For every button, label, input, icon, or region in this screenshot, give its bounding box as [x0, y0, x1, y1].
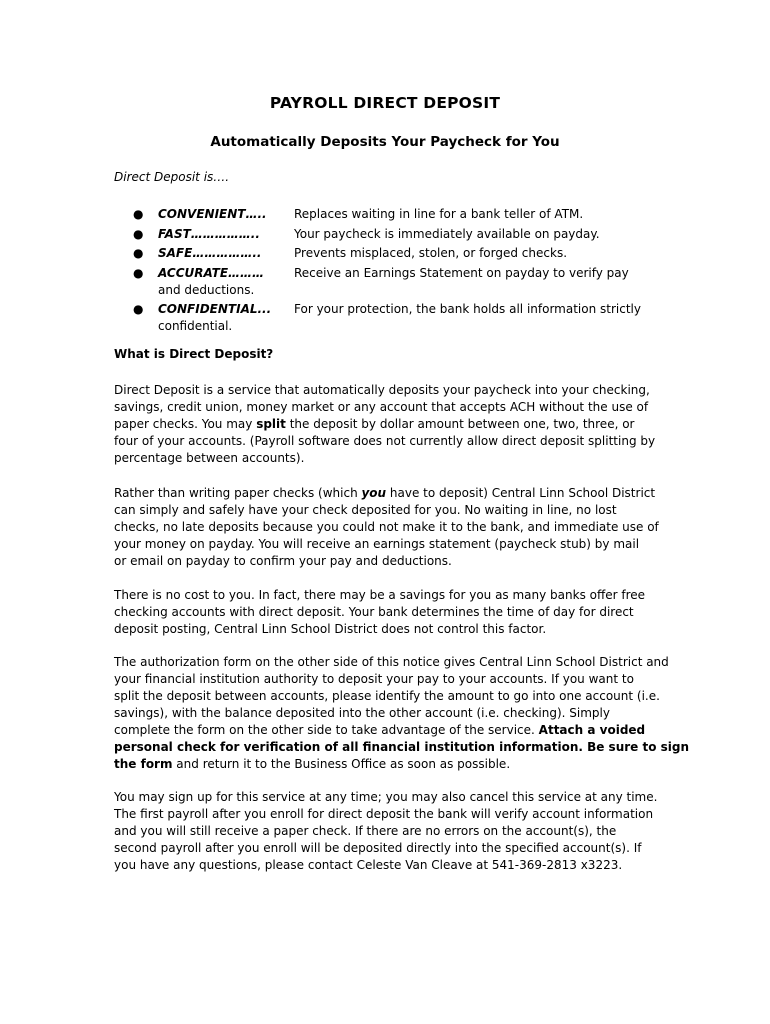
paragraph-line: The first payroll after you enroll for direct deposit the bank will verify account information [114, 807, 654, 821]
paragraph-line: There is no cost to you. In fact, there may be a savings for you as many banks offer free [114, 588, 646, 602]
page-subtitle: Automatically Deposits Your Paycheck for You [210, 134, 560, 150]
benefit-description: Replaces waiting in line for a bank teller of ATM. [294, 207, 584, 221]
benefit-description: Receive an Earnings Statement on payday to verify pay [294, 265, 629, 280]
list-item [114, 225, 654, 245]
paragraph-line: Direct Deposit is a service that automatically deposits your paycheck into your checking, [114, 383, 650, 397]
benefit-continuation: confidential. [158, 318, 233, 333]
benefit-term: CONVENIENT….. [158, 207, 267, 221]
benefit-description: For your protection, the bank holds all information strictly [294, 301, 641, 316]
bullet-icon: ● [133, 246, 144, 260]
paragraph-line: The authorization form on the other side of this notice gives Central Linn School District and [114, 655, 669, 669]
paragraph-line: or email on payday to confirm your pay and deductions. [114, 554, 452, 568]
intro-text: Direct Deposit is…. [114, 170, 230, 184]
text-run: complete the form on the other side to take advantage of the service. [114, 723, 539, 737]
text-run: paper checks. You may [114, 417, 257, 431]
paragraph-line: second payroll after you enroll will be deposited directly into the specified account(s). If [114, 841, 642, 855]
benefit-description: Your paycheck is immediately available on payday. [294, 226, 600, 241]
list-item [114, 300, 654, 336]
paragraph-line [114, 739, 690, 756]
benefits-list [114, 205, 654, 336]
bullet-icon: ● [133, 301, 144, 316]
paragraph-cost [114, 587, 659, 638]
paragraph-line: savings), with the balance deposited into the other account (i.e. checking). Simply [114, 706, 610, 720]
text-run: the deposit by dollar amount between one, two, three, or [285, 417, 635, 431]
bullet-icon: ● [133, 226, 144, 241]
emphasis-split: split [256, 417, 286, 431]
paragraph-line: savings, credit union, money market or any account that accepts ACH without the use of [114, 400, 649, 414]
paragraph-authorization [114, 654, 690, 773]
paragraph-benefits [114, 485, 659, 570]
text-run: and return it to the Business Office as soon as possible. [172, 757, 511, 771]
section-heading: What is Direct Deposit? [114, 347, 274, 361]
benefit-description: Prevents misplaced, stolen, or forged checks. [294, 246, 568, 260]
list-item [114, 244, 654, 264]
paragraph-line: four of your accounts. (Payroll software does not currently allow direct deposit splitting by [114, 434, 656, 448]
paragraph-line: percentage between accounts). [114, 451, 305, 465]
paragraph-line [114, 416, 659, 433]
emphasis-the-form: the form [114, 757, 173, 771]
bullet-icon: ● [133, 207, 144, 221]
paragraph-line [114, 756, 659, 773]
paragraph-line: checks, no late deposits because you could not make it to the bank, and immediate use of [114, 520, 659, 534]
paragraph-line: split the deposit between accounts, please identify the amount to go into one account (i.e. [114, 689, 660, 703]
benefit-continuation: and deductions. [158, 282, 255, 297]
paragraph-line [114, 485, 659, 502]
emphasis-verification: personal check for verification of all financial institution information. Be sure to sign [114, 740, 690, 754]
benefit-term: FAST…………….. [158, 226, 260, 241]
paragraph-line: You may sign up for this service at any time; you may also cancel this service at any time. [114, 790, 658, 804]
paragraph-line: your financial institution authority to deposit your pay to your accounts. If you want to [114, 672, 634, 686]
emphasis-you: you [361, 486, 387, 500]
paragraph-signup [114, 789, 659, 874]
benefit-term: SAFE…………….. [158, 246, 262, 260]
list-item [114, 205, 654, 225]
paragraph-line: your money on payday. You will receive an earnings statement (paycheck stub) by mail [114, 537, 640, 551]
paragraph-line: can simply and safely have your check deposited for you. No waiting in line, no lost [114, 503, 617, 517]
paragraph-line: checking accounts with direct deposit. Your bank determines the time of day for direct [114, 605, 634, 619]
text-run: Rather than writing paper checks (which [114, 486, 362, 500]
paragraph-line [114, 722, 659, 739]
benefit-term: ACCURATE……… [158, 265, 265, 280]
emphasis-attach: Attach a voided [538, 723, 646, 737]
list-item [114, 264, 654, 300]
text-run: have to deposit) Central Linn School District [386, 486, 656, 500]
paragraph-line: you have any questions, please contact Celeste Van Cleave at 541-369-2813 x3223. [114, 858, 623, 872]
bullet-icon: ● [133, 265, 144, 280]
paragraph-line: and you will still receive a paper check. If there are no errors on the account(s), the [114, 824, 617, 838]
benefit-term: CONFIDENTIAL... [158, 301, 272, 316]
page-title: PAYROLL DIRECT DEPOSIT [269, 94, 501, 112]
paragraph-what-is [114, 382, 659, 467]
paragraph-line: deposit posting, Central Linn School District does not control this factor. [114, 622, 547, 636]
